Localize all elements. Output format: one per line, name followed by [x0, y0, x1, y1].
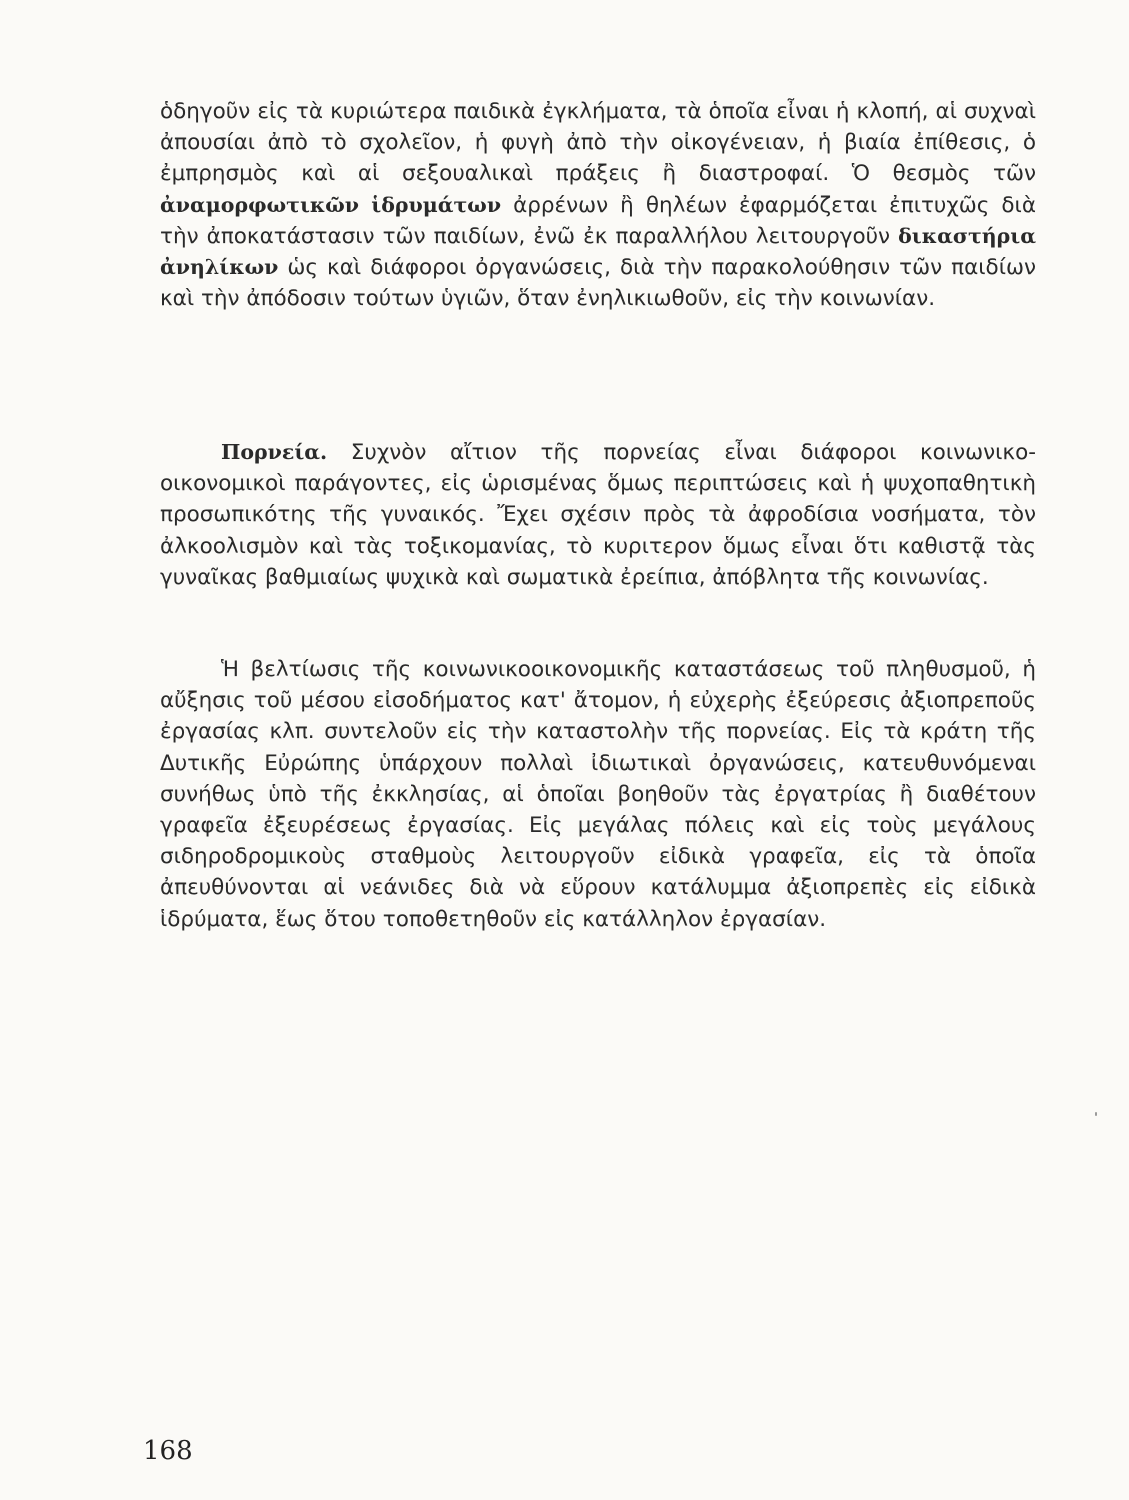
page-number: 168 — [143, 1436, 193, 1466]
paragraph-text: ὁδηγοῦν εἰς τὰ κυριώτερα παιδικὰ ἐγκλήματα, τὰ ὁποῖα εἶναι ἡ κλοπή, αἱ συχναὶ ἀπουσίαι ἀπὸ τὸ σχολεῖον, ἡ φυγὴ ἀπὸ τὴν οἰκογένειαν, ἡ βιαία ἐπίθεσις, ὁ ἐμπρησμὸς καὶ αἱ σεξουαλικαὶ πράξεις ἢ διαστροφαί. Ὁ θεσμὸς τῶν — [160, 99, 1036, 187]
emphasis-juvenile-courts: δικαστήρια ἀνηλίκων — [160, 223, 1036, 280]
paragraph-text: Συχνὸν αἴτιον τῆς πορνείας εἶναι διάφοροι κοινωνικοοικονομικοὶ παράγοντες, εἰς ὡρισμένας ὅμως περιπτώσεις καὶ ἡ ψυχοπαθητικὴ προσωπικότης τῆς γυναικός. Ἔχει σχέσιν πρὸς τὰ ἀφροδίσια νοσήματα, τὸν ἀλκοολισμὸν καὶ τὰς τοξικομανίας, τὸ κυριτερον ὅμως εἶναι ὅτι καθιστᾷ τὰς γυναῖκας βαθμιαίως ψυχικὰ καὶ σωματικὰ ἐρείπια, ἀπόβλητα τῆς κοινωνίας. — [160, 440, 1036, 590]
paragraph-text: Ἡ βελτίωσις τῆς κοινωνικοοικονομικῆς καταστάσεως τοῦ πληθυσμοῦ, ἡ αὔξησις τοῦ μέσου εἰσοδήματος κατ' ἄτομον, ἡ εὐχερὴς ἐξεύρεσις ἀξιοπρεποῦς ἐργασίας κλπ. συντελοῦν εἰς τὴν καταστολὴν τῆς πορνείας. Εἰς τὰ κράτη τῆς Δυτικῆς Εὐρώπης ὑπάρχουν πολλαὶ ἰδιωτικαὶ ὀργανώσεις, κατευθυνόμεναι συνήθως ὑπὸ τῆς ἐκκλησίας, αἱ ὁποῖαι βοηθοῦν τὰς ἐργατρίας ἢ διαθέτουν γραφεῖα ἐξευρέσεως ἐργασίας. Εἰς μεγάλας πόλεις καὶ εἰς τοὺς μεγάλους σιδηροδρομικοὺς σταθμοὺς λειτουργοῦν εἰδικὰ γραφεῖα, εἰς τὰ ὁποῖα ἀπευθύνονται αἱ νεάνιδες διὰ νὰ εὕρουν κατάλυμμα ἀξιοπρεπὲς εἰς εἰδικὰ ἱδρύματα, ἕως ὅτου τοποθετηθοῦν εἰς κατάλληλον ἐργασίαν. — [160, 657, 1036, 932]
paragraph-text: ὡς καὶ διάφοροι ὀργανώσεις, διὰ τὴν παρακολούθησιν τῶν παιδίων καὶ τὴν ἀπόδοσιν τούτων ὑγιῶν, ὅταν ἐνηλικιωθοῦν, εἰς τὴν κοινωνίαν. — [160, 255, 1036, 312]
paragraph-prevention — [160, 654, 1036, 935]
emphasis-reform-institutions: ἀναμορφωτικῶν ἱδρυμάτων — [160, 192, 502, 217]
paper-speck — [1095, 1112, 1097, 1116]
paragraph-juvenile-crime — [160, 96, 1036, 314]
paragraph-text: ἀρρένων ἢ θηλέων ἐφαρμόζεται ἐπιτυχῶς διὰ τὴν ἀποκατάστασιν τῶν παιδίων, ἐνῶ ἐκ παραλλήλου λειτουργοῦν — [160, 192, 1036, 249]
section-lead-heading: Πορνεία. — [221, 440, 328, 464]
paragraph-prostitution — [160, 437, 1036, 593]
